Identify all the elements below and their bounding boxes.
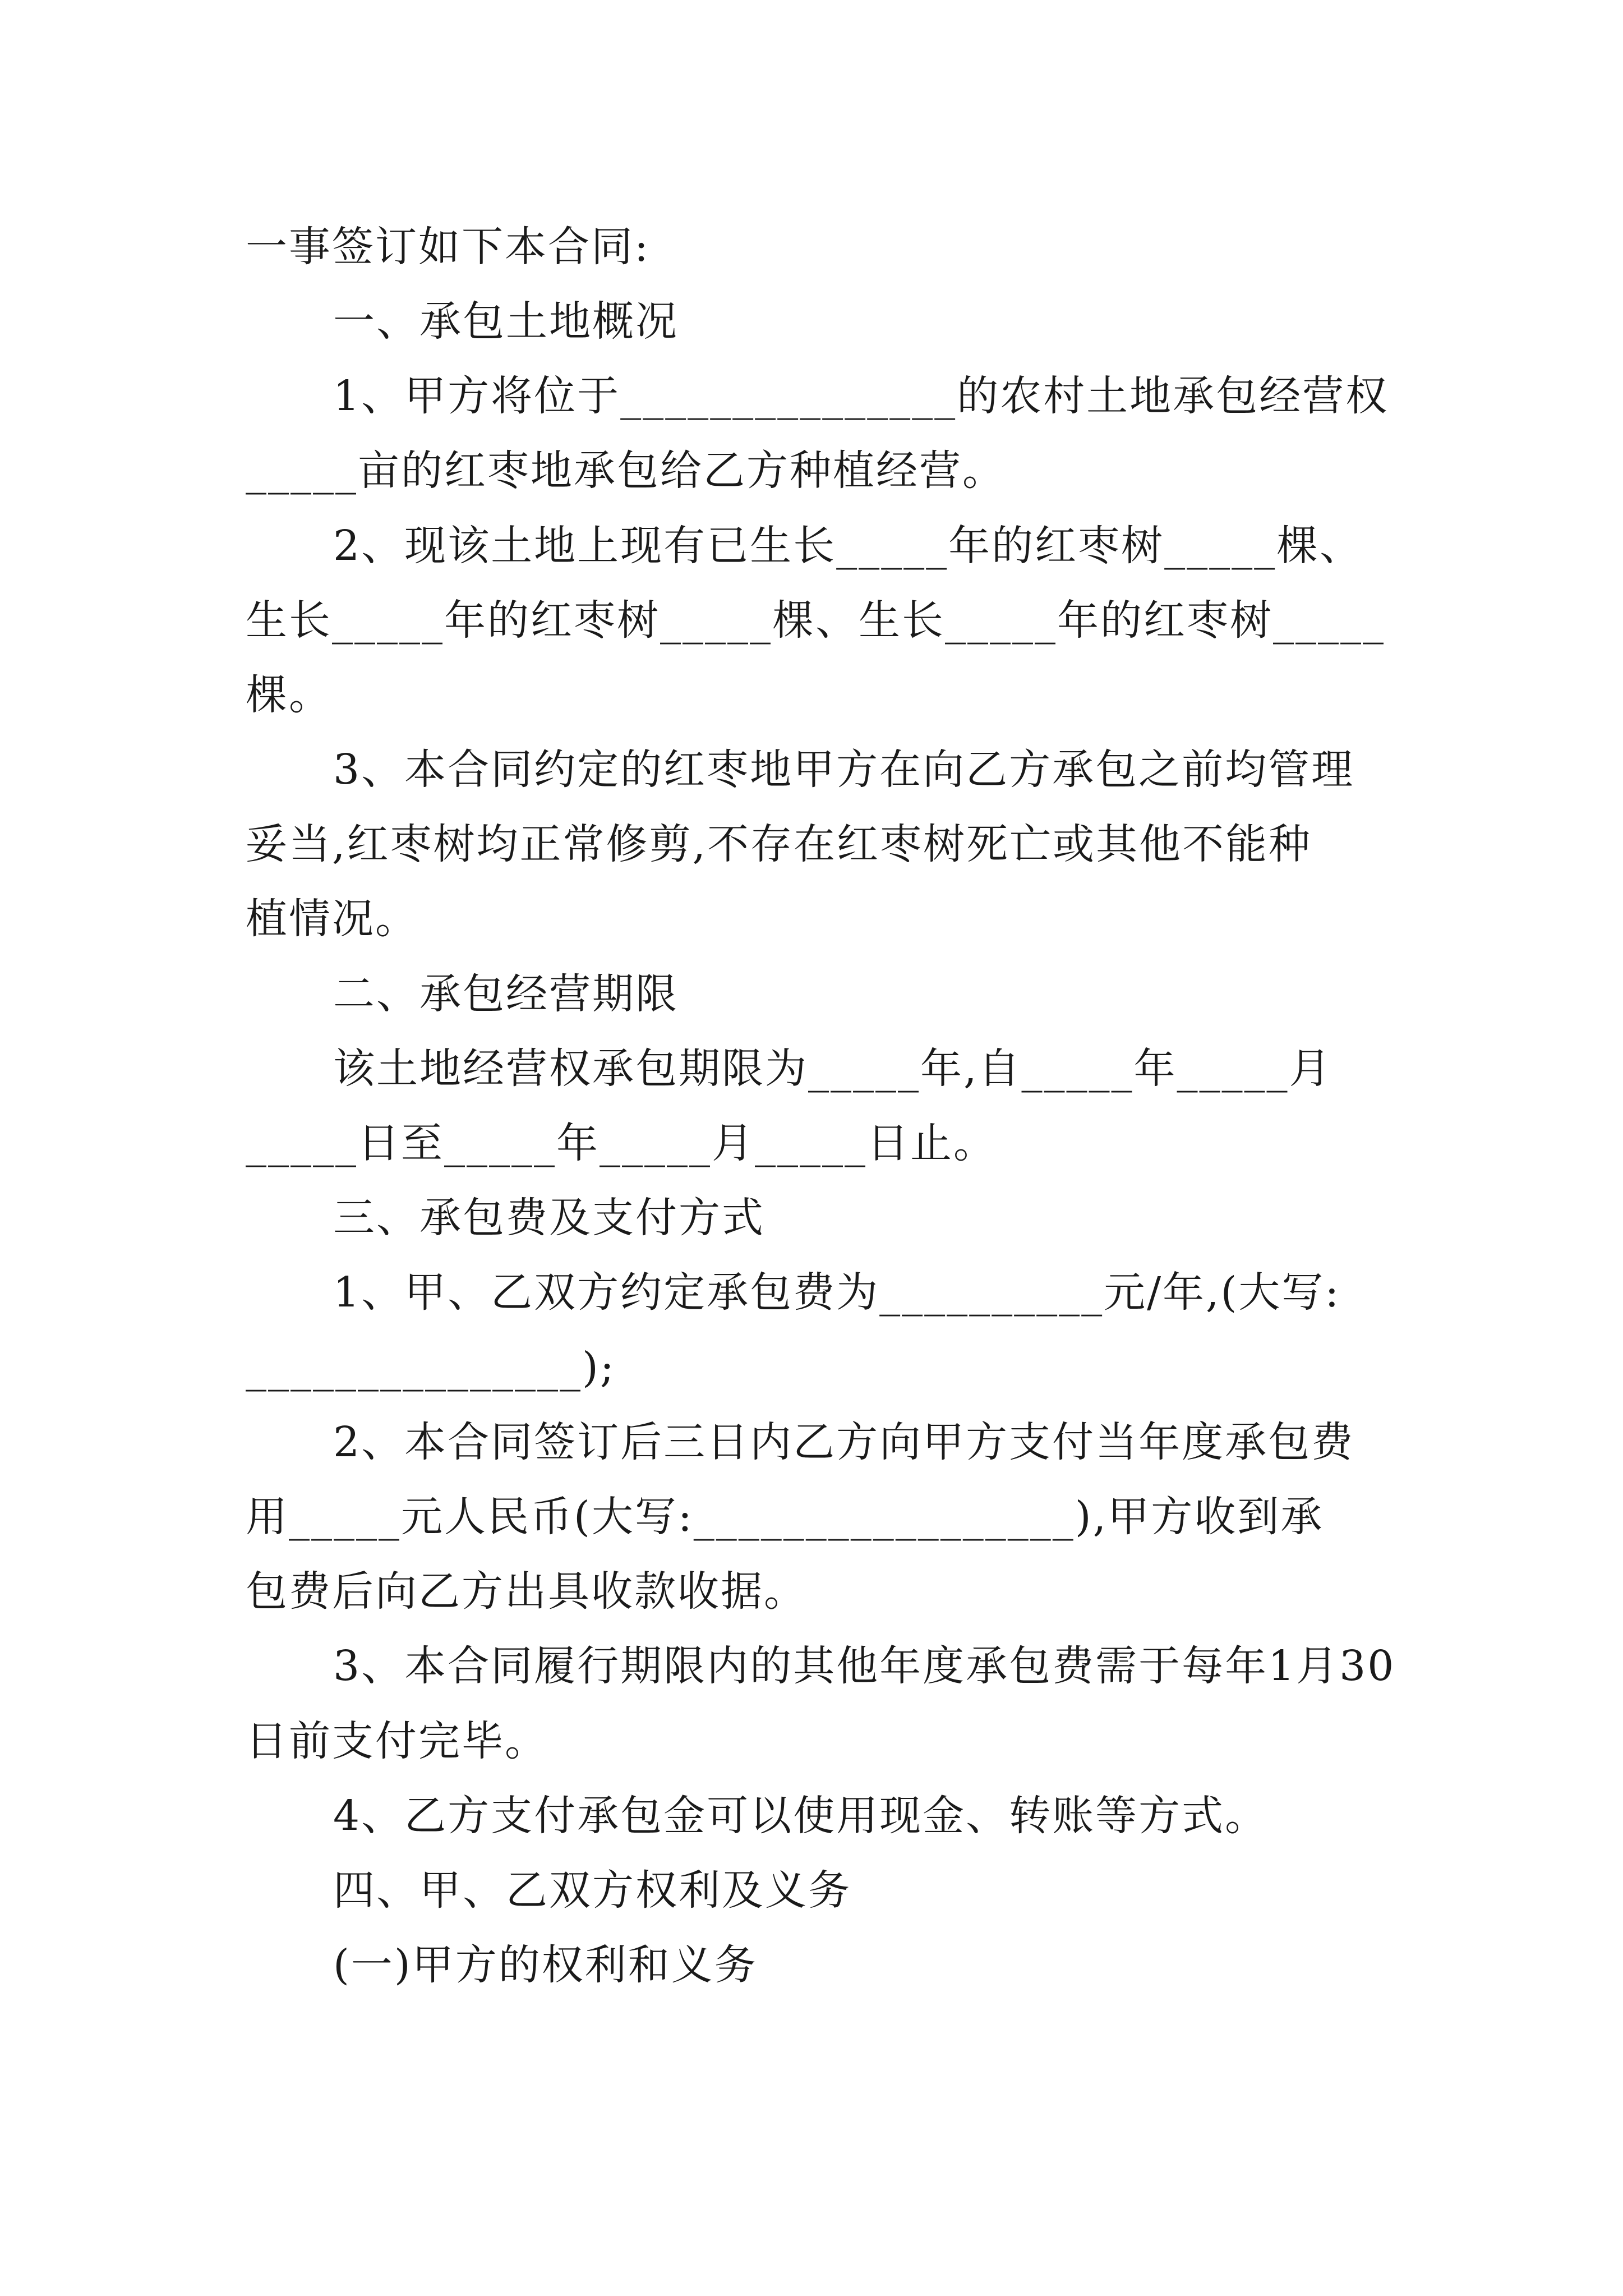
text-line: 2、本合同签订后三日内乙方向甲方支付当年度承包费 [333, 1418, 1355, 1466]
text-line: 3、本合同履行期限内的其他年度承包费需于每年1月30 [333, 1642, 1396, 1690]
text-line: 生长_____年的红枣树_____棵、生长_____年的红枣树_____ [246, 596, 1385, 645]
text-line: _______________); [246, 1343, 616, 1392]
text-line: 植情况。 [246, 895, 418, 943]
subsection-heading: (一)甲方的权利和义务 [333, 1941, 758, 1989]
section-heading: 二、承包经营期限 [333, 970, 679, 1018]
text-line: _____日至_____年_____月_____日止。 [246, 1119, 997, 1167]
section-heading: 三、承包费及支付方式 [333, 1194, 765, 1242]
section-heading: 一、承包土地概况 [333, 297, 679, 346]
text-line: 该土地经营权承包期限为_____年,自_____年_____月 [333, 1045, 1332, 1093]
text-line: 1、甲方将位于_______________的农村土地承包经营权 [333, 372, 1389, 420]
text-line: 包费后向乙方出具收款收据。 [246, 1567, 807, 1616]
text-line: _____亩的红枣地承包给乙方种植经营。 [246, 447, 1006, 495]
text-line: 3、本合同约定的红枣地甲方在向乙方承包之前均管理 [333, 746, 1355, 794]
text-line: 4、乙方支付承包金可以使用现金、转账等方式。 [333, 1792, 1269, 1840]
text-line: 2、现该土地上现有已生长_____年的红枣树_____棵、 [333, 522, 1363, 570]
text-line: 一事签订如下本合同: [246, 223, 650, 271]
text-line: 棵。 [246, 671, 332, 719]
text-line: 妥当,红枣树均正常修剪,不存在红枣树死亡或其他不能种 [246, 820, 1312, 868]
text-line: 用_____元人民币(大写:_________________),甲方收到承 [246, 1493, 1324, 1541]
section-heading: 四、甲、乙双方权利及义务 [333, 1866, 851, 1915]
text-line: 日前支付完毕。 [246, 1717, 548, 1765]
text-line: 1、甲、乙双方约定承包费为__________元/年,(大写: [333, 1268, 1341, 1317]
